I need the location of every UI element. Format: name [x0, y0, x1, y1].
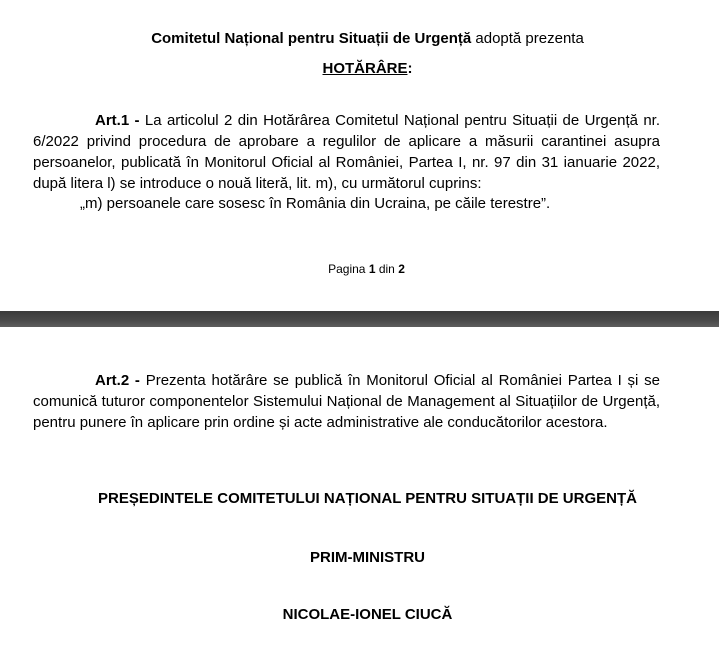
article-2-label: Art.2 -: [95, 372, 140, 389]
article-2: [33, 370, 660, 433]
signature-name: NICOLAE-IONEL CIUCĂ: [282, 606, 453, 623]
page-separator: [0, 311, 719, 327]
page-2: [0, 327, 719, 667]
article-1: [33, 110, 660, 194]
page-of: din: [375, 262, 399, 276]
article-1-label: Art.1 -: [95, 112, 140, 129]
article-1-text: La articolul 2 din Hotărârea Comitetul Național pentru Situații de Urgență nr. 6/2022 privind procedura de aprobare a regulilor de aplicare a măsurii carantinei asupra persoanelor, publicată în Monitorul Oficial al României, Partea I, nr. 97 din 31 ianuarie 2022, după litera l) se introduce o nouă literă, lit. m), cu următorul cuprins:: [33, 112, 660, 192]
page-current: 1: [368, 262, 376, 276]
document-heading: [0, 60, 719, 78]
intro-line: [0, 30, 719, 48]
article-2-text: Prezenta hotărâre se publică în Monitorul Oficial al României Partea I și se comunică tuturor componentelor Sistemului Național de Management al Situațiilor de Urgență, pentru punere în aplicare prin ordine și acte administrative ale conducătorilor acestora.: [33, 372, 660, 431]
article-1-quote: „m) persoanele care sosesc în România din Ucraina, pe căile terestre”.: [80, 195, 551, 212]
page-number: [0, 262, 719, 276]
page-label: Pagina: [328, 262, 369, 276]
heading-title: HOTĂRÂRE: [322, 60, 408, 77]
intro-text: adoptă prezenta: [471, 30, 584, 47]
signature-role: PRIM-MINISTRU: [310, 549, 425, 566]
heading-colon: :: [407, 60, 413, 77]
page-total: 2: [398, 262, 405, 276]
page-1: [0, 0, 719, 311]
intro-authority: Comitetul Național pentru Situații de Urgență: [151, 30, 472, 47]
signature-title: PREȘEDINTELE COMITETULUI NAȚIONAL PENTRU SITUAȚII DE URGENȚĂ: [98, 490, 637, 507]
